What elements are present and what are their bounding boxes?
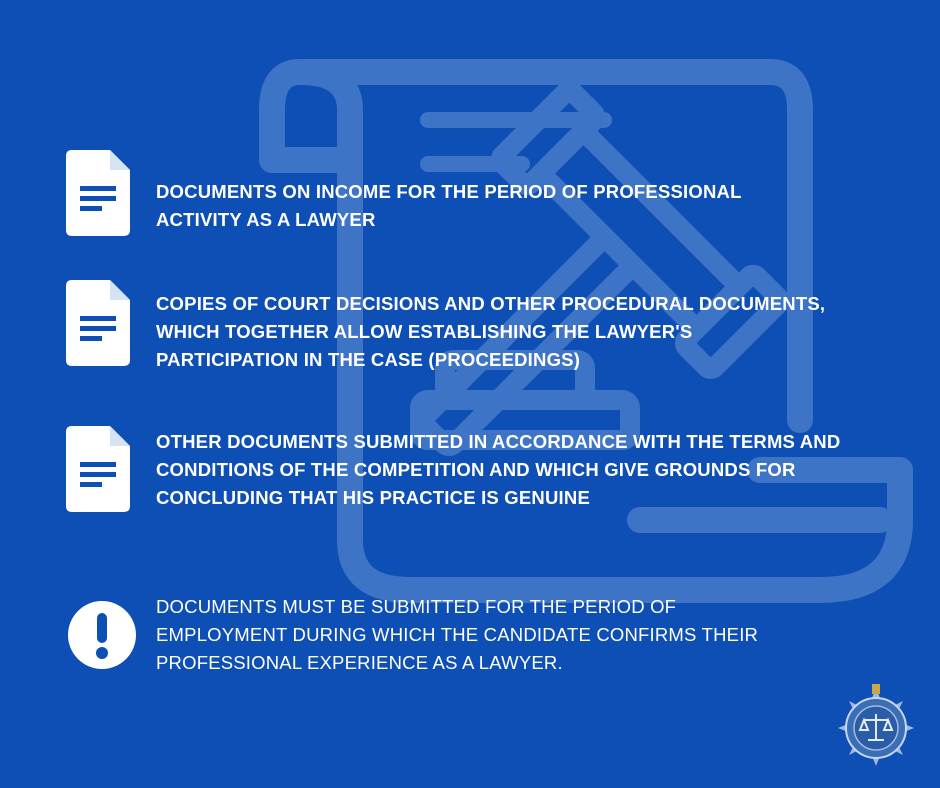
item-text: DOCUMENTS ON INCOME FOR THE PERIOD OF PROFESSIONAL ACTIVITY AS A LAWYER <box>156 181 742 230</box>
seal-emblem-icon <box>836 684 916 770</box>
item-text: OTHER DOCUMENTS SUBMITTED IN ACCORDANCE WITH THE TERMS AND CONDITIONS OF THE COMPETITION AND WHICH GIVE GROUNDS FOR CONCLUDING THAT HIS PRACTICE IS GENUINE <box>156 431 841 508</box>
document-icon <box>66 280 130 366</box>
document-icon <box>66 426 130 512</box>
note-text: DOCUMENTS MUST BE SUBMITTED FOR THE PERIOD OF EMPLOYMENT DURING WHICH THE CANDIDATE CONFIRMS THEIR PROFESSIONAL EXPERIENCE AS A LAWYER. <box>156 596 759 673</box>
item-text: COPIES OF COURT DECISIONS AND OTHER PROCEDURAL DOCUMENTS, WHICH TOGETHER ALLOW ESTABLISHING THE LAWYER'S PARTICIPATION IN THE CASE (PROCEEDINGS) <box>156 293 826 370</box>
document-icon <box>66 150 130 236</box>
exclamation-icon <box>68 601 136 669</box>
